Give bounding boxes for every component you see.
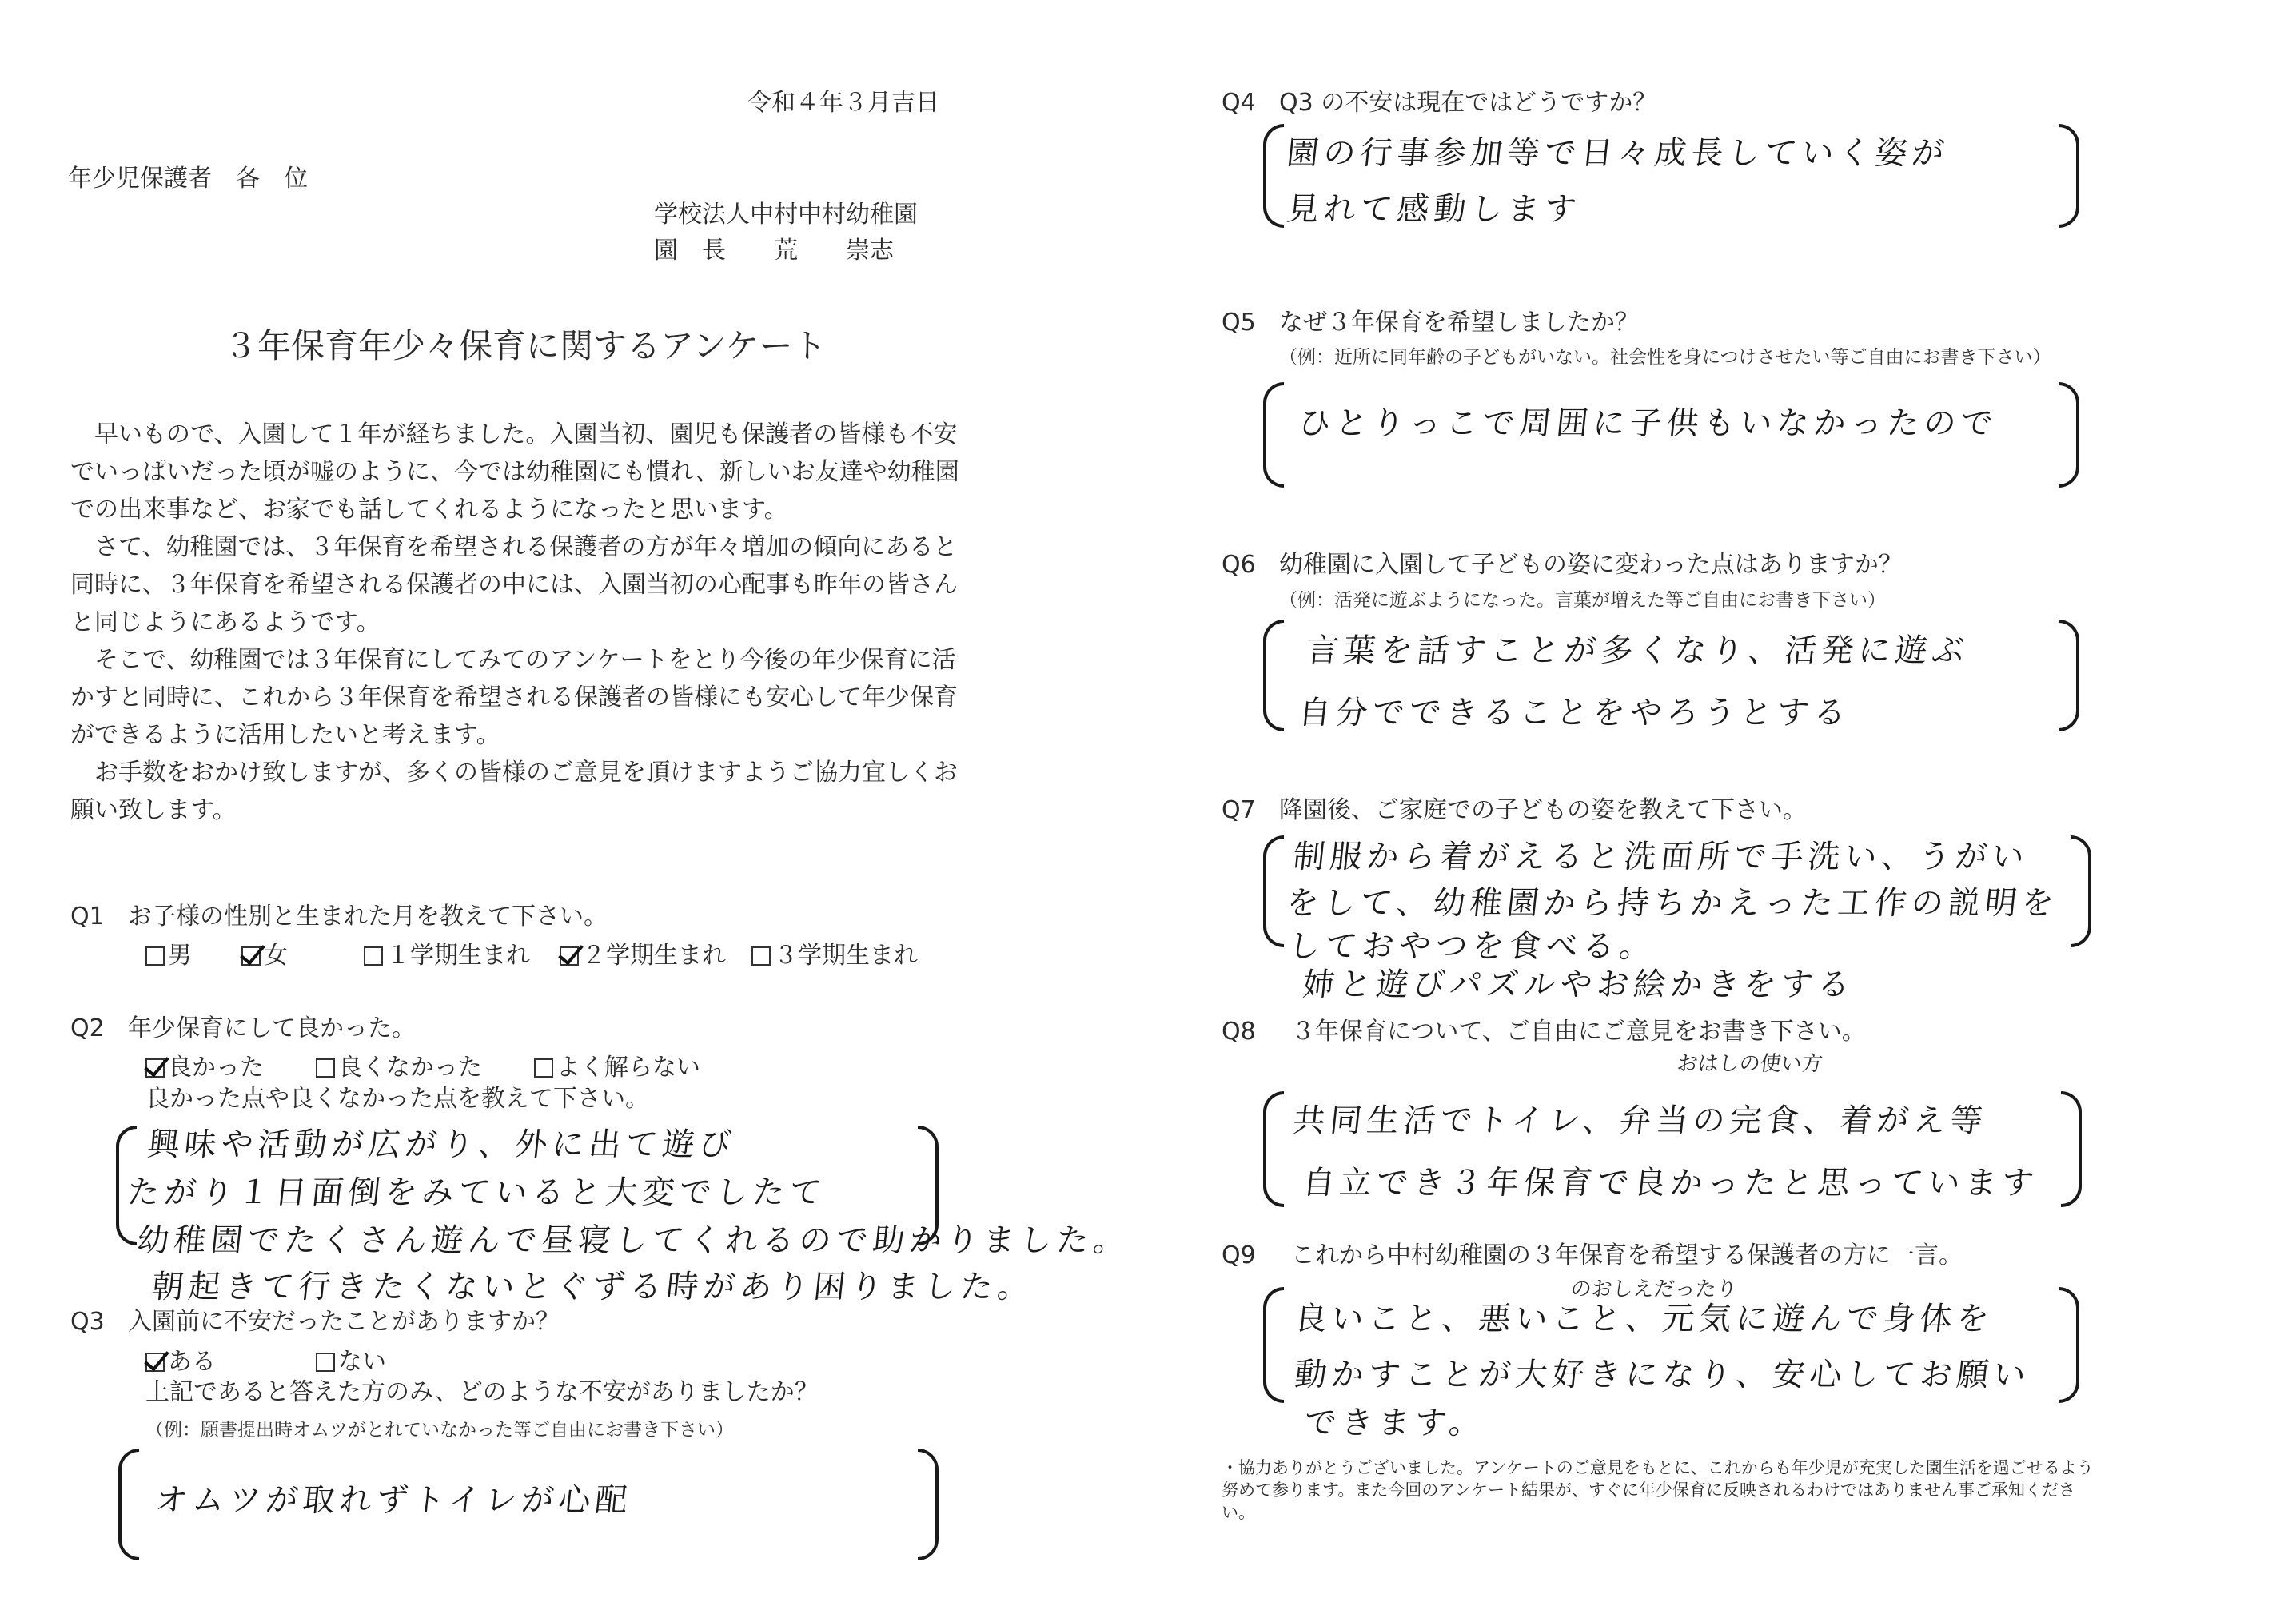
answer-bracket-right <box>2059 382 2079 488</box>
answer-bracket-right <box>2061 1091 2082 1207</box>
checkbox-checked-icon <box>241 946 261 966</box>
organization: 学校法人中村中村幼稚園 <box>654 201 918 229</box>
q2-number: Q2 <box>70 1014 105 1042</box>
q5-answer-line: ひとりっこで周囲に子供もいなかったので <box>1297 405 2000 442</box>
q2-option-unsure[interactable]: よく解らない <box>534 1047 700 1082</box>
q7-number: Q7 <box>1222 796 1256 824</box>
q3-subquestion: 上記であると答えた方のみ、どのような不安がありましたか？ <box>145 1378 819 1406</box>
q9-answer-line: できます。 <box>1302 1405 1488 1441</box>
q7-answer-line: 姉と遊びパズルやお絵かきをする <box>1301 966 1857 1003</box>
q4-answer-line: 見れて感動します <box>1285 191 1584 228</box>
q3-number: Q3 <box>70 1308 105 1336</box>
q4-question: Q3 の不安は現在ではどうですか？ <box>1279 89 1657 117</box>
q7-question: 降園後、ご家庭での子どもの姿を教えて下さい。 <box>1279 796 1807 824</box>
q5-example: （例：近所に同年齢の子どもがいない。社会性を身につけさせたい等ご自由にお書き下さい） <box>1279 347 2051 368</box>
page-title: ３年保育年少々保育に関するアンケート <box>224 326 827 365</box>
addressee: 年少児保護者 各 位 <box>68 165 308 193</box>
q8-number: Q8 <box>1222 1018 1256 1046</box>
q7-answer-line: しておやつを食べる。 <box>1286 928 1659 965</box>
answer-bracket-left <box>1263 382 1284 488</box>
q1-option-female[interactable]: 女 <box>241 935 288 970</box>
q3-option-yes[interactable]: ある <box>145 1341 216 1377</box>
answer-bracket-right <box>2059 620 2079 731</box>
answer-bracket-left <box>118 1449 139 1560</box>
q2-answer-line: 幼稚園でたくさん遊んで昼寝してくれるので助かりました。 <box>135 1222 1133 1259</box>
answer-bracket-right <box>2071 835 2091 947</box>
q6-answer-line: 言葉を話すことが多くなり、活発に遊ぶ <box>1305 632 1971 669</box>
answer-bracket-left <box>1263 1091 1284 1207</box>
checkbox-icon <box>364 946 383 966</box>
q4-answer-line: 園の行事参加等で日々成長していく姿が <box>1285 135 1951 172</box>
q4-number: Q4 <box>1222 89 1256 117</box>
q1-option-term1[interactable]: １学期生まれ <box>364 935 530 970</box>
q1-number: Q1 <box>70 903 105 931</box>
q1-option-term3[interactable]: ３学期生まれ <box>751 935 918 970</box>
checkbox-icon <box>316 1353 335 1372</box>
q2-question: 年少保育にして良かった。 <box>128 1014 416 1042</box>
q3-example: （例：願書提出時オムツがとれていなかった等ご自由にお書き下さい） <box>145 1420 734 1441</box>
footer-note: ・協力ありがとうございました。アンケートのご意見をもとに、これからも年少児が充実した園生活を過ごせるよう努めて参ります。また今回のアンケート結果が、すぐに年少保育に反映されるわけではありません事ご承知ください。 <box>1222 1458 2094 1522</box>
q1-question: お子様の性別と生まれた月を教えて下さい。 <box>128 903 608 931</box>
q8-annotation: おはしの使い方 <box>1676 1052 1824 1076</box>
q8-answer-line: 共同生活でトイレ、弁当の完食、着がえ等 <box>1291 1102 1990 1139</box>
q2-subquestion: 良かった点や良くなかった点を教えて下さい。 <box>145 1085 649 1113</box>
intro-paragraph: そこで、幼稚園では３年保育にしてみてのアンケートをとり今後の年少保育に活かすと同時に、これから３年保育を希望される保護者の皆様にも安心して年少保育ができるように活用したいと考えます。 <box>70 646 958 749</box>
intro-text <box>70 416 974 829</box>
q3-option-no[interactable]: ない <box>316 1341 386 1377</box>
q9-question: これから中村幼稚園の３年保育を希望する保護者の方に一言。 <box>1291 1241 1963 1269</box>
q7-answer-line: をして、幼稚園から持ちかえった工作の説明を <box>1285 885 2061 922</box>
answer-bracket-left <box>1263 124 1284 228</box>
principal: 園 長 荒 崇志 <box>654 237 894 265</box>
q3-question: 入園前に不安だったことがありますか？ <box>128 1308 560 1336</box>
answer-bracket-right <box>918 1449 939 1560</box>
q8-question: ３年保育について、ご自由にご意見をお書き下さい。 <box>1291 1018 1866 1046</box>
q5-question: なぜ３年保育を希望しましたか？ <box>1279 309 1639 337</box>
q1-option-male[interactable]: 男 <box>145 935 192 970</box>
checkbox-icon <box>316 1058 335 1078</box>
q9-number: Q9 <box>1222 1241 1256 1269</box>
q5-number: Q5 <box>1222 309 1256 337</box>
intro-paragraph: 早いもので、入園して１年が経ちました。入園当初、園児も保護者の皆様も不安でいっぱいだった頃が嘘のように、今では幼稚園にも慣れ、新しいお友達や幼稚園での出来事など、お家でも話してくれるようになったと思います。 <box>70 420 959 524</box>
checkbox-checked-icon <box>560 946 579 966</box>
q3-answer-line: オムツが取れずトイレが心配 <box>153 1482 635 1519</box>
q6-answer-line: 自分でできることをやろうとする <box>1297 695 1853 731</box>
answer-bracket-right <box>2059 1287 2079 1403</box>
q9-answer-line: 良いこと、悪いこと、元気に遊んで身体を <box>1293 1301 1996 1337</box>
q8-answer-line: 自立でき３年保育で良かったと思っています <box>1301 1165 2041 1202</box>
q2-answer-line: 朝起きて行きたくないとぐずる時があり困りました。 <box>149 1269 1037 1305</box>
q2-option-good[interactable]: 良かった <box>145 1047 264 1082</box>
q6-example: （例：活発に遊ぶようになった。言葉が増えた等ご自由にお書き下さい） <box>1279 590 1886 611</box>
checkbox-icon <box>145 946 165 966</box>
q1-option-term2[interactable]: ２学期生まれ <box>560 935 726 970</box>
checkbox-checked-icon <box>145 1353 165 1372</box>
q7-answer-line: 制服から着がえると洗面所で手洗い、うがい <box>1291 839 2031 875</box>
date: 令和４年３月吉日 <box>747 89 939 117</box>
intro-paragraph: さて、幼稚園では、３年保育を希望される保護者の方が年々増加の傾向にあると同時に、３年保育を希望される保護者の中には、入園当初の心配事も昨年の皆さんと同じようにあるようです。 <box>70 533 958 636</box>
q2-option-not-good[interactable]: 良くなかった <box>316 1047 482 1082</box>
q2-answer-line: 興味や活動が広がり、外に出て遊び <box>145 1126 739 1163</box>
q6-number: Q6 <box>1222 551 1256 579</box>
checkbox-icon <box>751 946 771 966</box>
checkbox-icon <box>534 1058 553 1078</box>
q9-annotation: のおしえだったり <box>1569 1277 1739 1301</box>
answer-bracket-right <box>2059 124 2079 228</box>
answer-bracket-left <box>1263 1287 1284 1403</box>
intro-paragraph: お手数をおかけ致しますが、多くの皆様のご意見を頂けますようご協力宜しくお願い致します。 <box>70 759 958 824</box>
q2-answer-line: たがり１日面倒をみていると大変でしたて <box>126 1174 829 1211</box>
q9-answer-line: 動かすことが大好きになり、安心してお願い <box>1293 1357 2033 1393</box>
q6-question: 幼稚園に入園して子どもの姿に変わった点はありますか？ <box>1279 551 1903 579</box>
answer-bracket-left <box>1263 835 1284 947</box>
answer-bracket-left <box>1263 620 1284 731</box>
checkbox-checked-icon <box>145 1058 165 1078</box>
